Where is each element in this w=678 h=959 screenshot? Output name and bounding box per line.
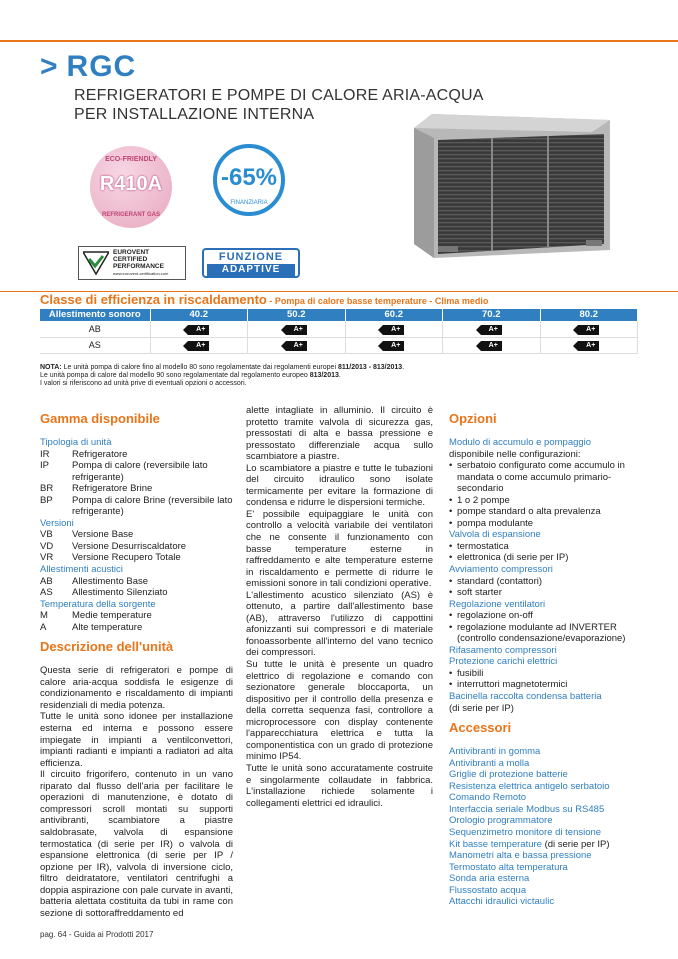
item-code: VD: [40, 540, 54, 552]
list-item: Flussostato acqua: [449, 884, 527, 896]
page-title: [40, 50, 136, 84]
title-text: RGC: [66, 50, 137, 83]
list-item: • standard (contattori): [449, 575, 543, 587]
list-item: [449, 839, 639, 851]
efficiency-table: [40, 309, 638, 354]
note-1-end: .: [402, 364, 405, 371]
model-header: 70.2: [443, 309, 541, 321]
item-desc: Medie temperature: [72, 610, 152, 622]
item-desc: Pompa di calore (reversibile lato refrigerante): [72, 460, 208, 483]
list-item: • pompe standard o alta prevalenza: [449, 506, 601, 518]
item-text: regolazione modulante ad INVERTER (controllo condensazione/evaporazione): [457, 621, 626, 645]
eurovent-line-1: EUROVENT: [113, 249, 150, 256]
item-code: A: [40, 621, 47, 633]
list-item: • elettronica (di serie per IP): [449, 552, 569, 564]
list-item: Attacchi idraulici victaulic: [449, 896, 555, 908]
list-item: • soft starter: [449, 587, 502, 599]
efficiency-col-header: Allestimento sonoro: [40, 309, 150, 321]
item-desc: Allestimento Base: [72, 575, 149, 587]
kit-note: (di serie per IP): [541, 838, 610, 850]
item-code: BR: [40, 483, 54, 495]
table-row: [40, 321, 638, 337]
item-code: BP: [40, 494, 53, 506]
item-desc: Refrigeratore: [72, 448, 128, 460]
list-item: [40, 483, 233, 495]
item-text: pompa modulante: [457, 517, 534, 529]
bacinella-label: Bacinella raccolta condensa batteria: [449, 691, 602, 703]
energy-rating-badge: A+: [383, 325, 404, 335]
adaptive-badge: [202, 248, 300, 278]
list-item: • interruttori magnetotermici: [449, 679, 568, 691]
column-left: [40, 405, 233, 919]
finanziaria-badge: [213, 144, 285, 216]
energy-rating-badge: A+: [188, 325, 209, 335]
model-header: 60.2: [345, 309, 443, 321]
note-2-text: Le unità pompa di calore dal modello 90 sono regolamentate dal regolamento europeo: [40, 372, 310, 380]
versioni-label: Versioni: [40, 517, 74, 529]
list-item: [40, 587, 233, 599]
list-item: • regolazione modulante ad INVERTER (controllo condensazione/evaporazione): [449, 622, 639, 645]
note-prefix: NOTA:: [40, 364, 62, 371]
adaptive-badge-line-2: ADAPTIVE: [207, 264, 295, 276]
item-desc: Refrigeratore Brine: [72, 483, 153, 495]
descrizione-paragraph: Tutte le unità sono idonee per installazione esterna ed interna e possono essere impiegate in impianti a ventilconvettori, impianti radianti e impianti a radiatori ad alta efficienza.: [40, 711, 233, 769]
column-right: [449, 405, 639, 908]
list-item: [40, 610, 233, 622]
item-code: VB: [40, 529, 53, 541]
energy-rating-badge: A+: [286, 325, 307, 335]
item-text: interruttori magnetotermici: [457, 679, 568, 691]
protezione-label: Protezione carichi elettrici: [449, 656, 558, 668]
item-text: termostatica: [457, 540, 509, 552]
list-item: Termostato alta temperatura: [449, 861, 568, 873]
model-header: 80.2: [540, 309, 638, 321]
page-footer: pag. 64 - Guida ai Prodotti 2017: [40, 930, 154, 939]
energy-rating-badge: A+: [481, 341, 502, 351]
item-text: elettronica (di serie per IP): [457, 552, 569, 564]
efficiency-title-main: Classe di efficienza in riscaldamento: [40, 292, 267, 307]
list-item: [40, 495, 233, 518]
item-desc: Alte temperature: [72, 621, 143, 633]
note-2-end: .: [338, 372, 341, 380]
list-item: [40, 529, 233, 541]
gamma-title: Gamma disponibile: [40, 411, 160, 426]
list-item: [40, 576, 233, 588]
descrizione-paragraph: Su tutte le unità è presente un quadro elettrico di regolazione e comando con sezionatore generale bloccaporta, un dispositivo per il controllo della presenza e della corretta sequenza fasi, controllore a microprocessore con display contenente l'apparecchiatura elettrica e tutta la componentistica con un grado di protezione minimo IP54.: [246, 659, 433, 763]
item-desc: Pompa di calore Brine (reversibile lato refrigerante): [72, 494, 233, 518]
modulo-intro: disponibile nelle configurazioni:: [449, 448, 581, 460]
item-text: pompe standard o alta prevalenza: [457, 506, 601, 518]
list-item: [40, 449, 233, 461]
descrizione-paragraph: E' possibile equipaggiare le unità con controllo a velocità variabile dei ventilatori che ne consente il funzionamento con basse temperature esterne in raffreddamento e alte temperature esterne in riscaldamento e permette di ridurre le emissioni sonore in tali condizioni operative.: [246, 508, 433, 590]
list-item: Interfaccia seriale Modbus su RS485: [449, 803, 605, 815]
r410a-badge-bottom: REFRIGERANT GAS: [101, 212, 160, 218]
item-text: 1 o 2 pompe: [457, 494, 510, 506]
list-item: Antivibranti in gomma: [449, 746, 541, 758]
item-code: IP: [40, 460, 49, 472]
item-desc: Versione Base: [72, 529, 134, 541]
temperatura-label: Temperatura della sorgente: [40, 598, 156, 610]
list-item: [40, 552, 233, 564]
item-text: serbatoio configurato come accumulo in mandata o come accumulo primario-secondario: [457, 460, 625, 495]
descrizione-paragraph: alette intagliate in alluminio. Il circuito è protetto tramite valvola di sicurezza gas, pressostati di alta e bassa pressione e pressostato differenziale acqua sullo scambiatore a piastre.: [246, 405, 433, 463]
list-item: Manometri alta e bassa pressione: [449, 850, 592, 862]
valvola-label: Valvola di espansione: [449, 529, 541, 541]
row-label: AS: [40, 337, 150, 353]
item-code: AS: [40, 587, 53, 599]
descrizione-paragraph: Lo scambiatore a piastre e tutte le tubazioni del circuito idraulico sono isolate termicamente per evitare la formazione di condensa e ridurre le dispersioni termiche.: [246, 462, 433, 509]
list-item: • regolazione on-off: [449, 610, 533, 622]
list-item: • pompa modulante: [449, 517, 534, 529]
tipologia-label: Tipologia di unità: [40, 437, 112, 448]
acustici-label: Allestimenti acustici: [40, 564, 123, 576]
note-1-text: Le unità pompa di calore fino al modello 80 sono regolamentate dai regolamenti europei: [61, 364, 338, 371]
item-desc: Versione Recupero Totale: [72, 552, 181, 564]
rifasamento-label: Rifasamento compressori: [449, 644, 557, 656]
energy-rating-badge: A+: [578, 325, 599, 335]
energy-rating-badge: A+: [286, 341, 307, 351]
row-label: AB: [40, 321, 150, 337]
model-header: 40.2: [150, 309, 248, 321]
modulo-label: Modulo di accumulo e pompaggio: [449, 437, 592, 448]
list-item: Sequenzimetro monitore di tensione: [449, 826, 602, 838]
energy-rating-badge: A+: [481, 325, 502, 335]
list-item: [40, 541, 233, 553]
energy-rating-badge: A+: [383, 341, 404, 351]
accessori-title: Accessori: [449, 720, 512, 736]
item-text: standard (contattori): [457, 575, 543, 587]
list-item: • termostatica: [449, 540, 509, 552]
item-text: fusibili: [457, 667, 484, 679]
eurovent-line-4: www.eurovent-certification.com: [113, 271, 169, 276]
efficiency-notes: [40, 364, 640, 389]
item-text: regolazione on-off: [457, 610, 533, 622]
list-item: Orologio programmatore: [449, 815, 553, 827]
finanziaria-badge-sub: FINANZIARIA: [230, 200, 268, 206]
note-2-bold: 813/2013: [309, 372, 339, 380]
item-text: soft starter: [457, 587, 502, 599]
eurovent-line-2: CERTIFIED: [113, 256, 148, 263]
efficiency-title: [40, 292, 488, 307]
top-divider: [0, 40, 678, 42]
list-item: [40, 622, 233, 634]
regolazione-label: Regolazione ventilatori: [449, 598, 546, 610]
subtitle-line-1: REFRIGERATORI E POMPE DI CALORE ARIA-ACQUA: [74, 87, 484, 104]
note-1-bold: 811/2013 - 813/2013: [337, 364, 403, 371]
note-line-2: [40, 372, 640, 380]
list-item: Comando Remoto: [449, 792, 527, 804]
eurovent-check-icon: [83, 250, 109, 276]
subtitle-line-2: PER INSTALLAZIONE INTERNA: [74, 106, 315, 123]
energy-rating-badge: A+: [578, 341, 599, 351]
descrizione-paragraph: L'allestimento acustico silenziato (AS) è ottenuto, a partire dall'allestimento base (AB), attraverso l'utilizzo di cappottini afonizzanti sui compressori e di materiale fonoassorbente all'interno del vano tecnico dei compressori.: [246, 589, 433, 659]
r410a-badge-top: ECO-FRIENDLY: [105, 156, 157, 163]
list-item: Griglie di protezione batterie: [449, 769, 568, 781]
efficiency-subtitle: - Pompa di calore basse temperature - Clima medio: [266, 296, 489, 306]
opzioni-title: Opzioni: [449, 411, 497, 426]
finanziaria-badge-main: -65%: [220, 164, 278, 191]
descrizione-paragraph: Il circuito frigorifero, contenuto in un vano riparato dal flusso dell'aria per facilitare le operazioni di manutenzione, è dotato di compressori scroll montati su supporti antivibranti, scambiatore a piastre saldobrasate, valvola di espansione termostatica (di serie per IR) o valvola di espansione elettronica (di serie per IP / opzione per IR), valvola di inversione ciclo, filtro deidratatore, ventilatori centrifughi a doppia aspirazione con pale curvate in avanti, batteria alettata costituita da tubi in rame con sezione di sottoraffreddamento ed: [40, 769, 233, 919]
note-line-1: [40, 364, 640, 372]
list-item: Sonda aria esterna: [449, 873, 530, 885]
list-item: [40, 460, 233, 483]
adaptive-badge-line-1: FUNZIONE: [218, 251, 284, 263]
r410a-badge-main: R410A: [99, 173, 163, 195]
eurovent-line-3: PERFORMANCE: [113, 263, 164, 270]
item-code: IR: [40, 448, 50, 460]
product-unit-image: [414, 114, 610, 258]
list-item: Antivibranti a molla: [449, 757, 530, 769]
list-item: • 1 o 2 pompe: [449, 494, 510, 506]
item-code: M: [40, 610, 48, 622]
r410a-badge: [90, 146, 172, 228]
list-item: Resistenza elettrica antigelo serbatoio: [449, 780, 610, 792]
list-item: • fusibili: [449, 667, 484, 679]
descrizione-paragraph: Questa serie di refrigeratori e pompe di calore aria-acqua soddisfa le esigenze di condizionamento e riscaldamento di impianti residenziali di media potenza.: [40, 665, 233, 711]
kit-label: Kit basse temperature: [449, 838, 542, 850]
descrizione-paragraph: Tutte le unità sono accuratamente costruite e singolarmente collaudate in fabbrica. L'installazione richiede solamente i collegamenti elettrici ed idraulici.: [246, 762, 433, 809]
efficiency-header-row: [40, 309, 638, 321]
bacinella-note: (di serie per IP): [449, 702, 514, 714]
descrizione-title: Descrizione dell'unità: [40, 639, 174, 655]
eurovent-logo: [78, 246, 186, 280]
item-code: AB: [40, 575, 53, 587]
note-line-3: I valori si riferiscono ad unità prive di eventuali opzioni o accessori.: [40, 380, 247, 388]
item-code: VR: [40, 552, 54, 564]
item-desc: Allestimento Silenziato: [72, 587, 168, 599]
model-header: 50.2: [248, 309, 346, 321]
title-arrow: >: [40, 50, 59, 83]
list-item: • serbatoio configurato come accumulo in mandata o come accumulo primario-secondario: [449, 460, 639, 495]
column-middle: [246, 405, 433, 809]
table-row: [40, 337, 638, 353]
avviamento-label: Avviamento compressori: [449, 564, 553, 576]
item-desc: Versione Desurriscaldatore: [72, 540, 187, 552]
energy-rating-badge: A+: [188, 341, 209, 351]
